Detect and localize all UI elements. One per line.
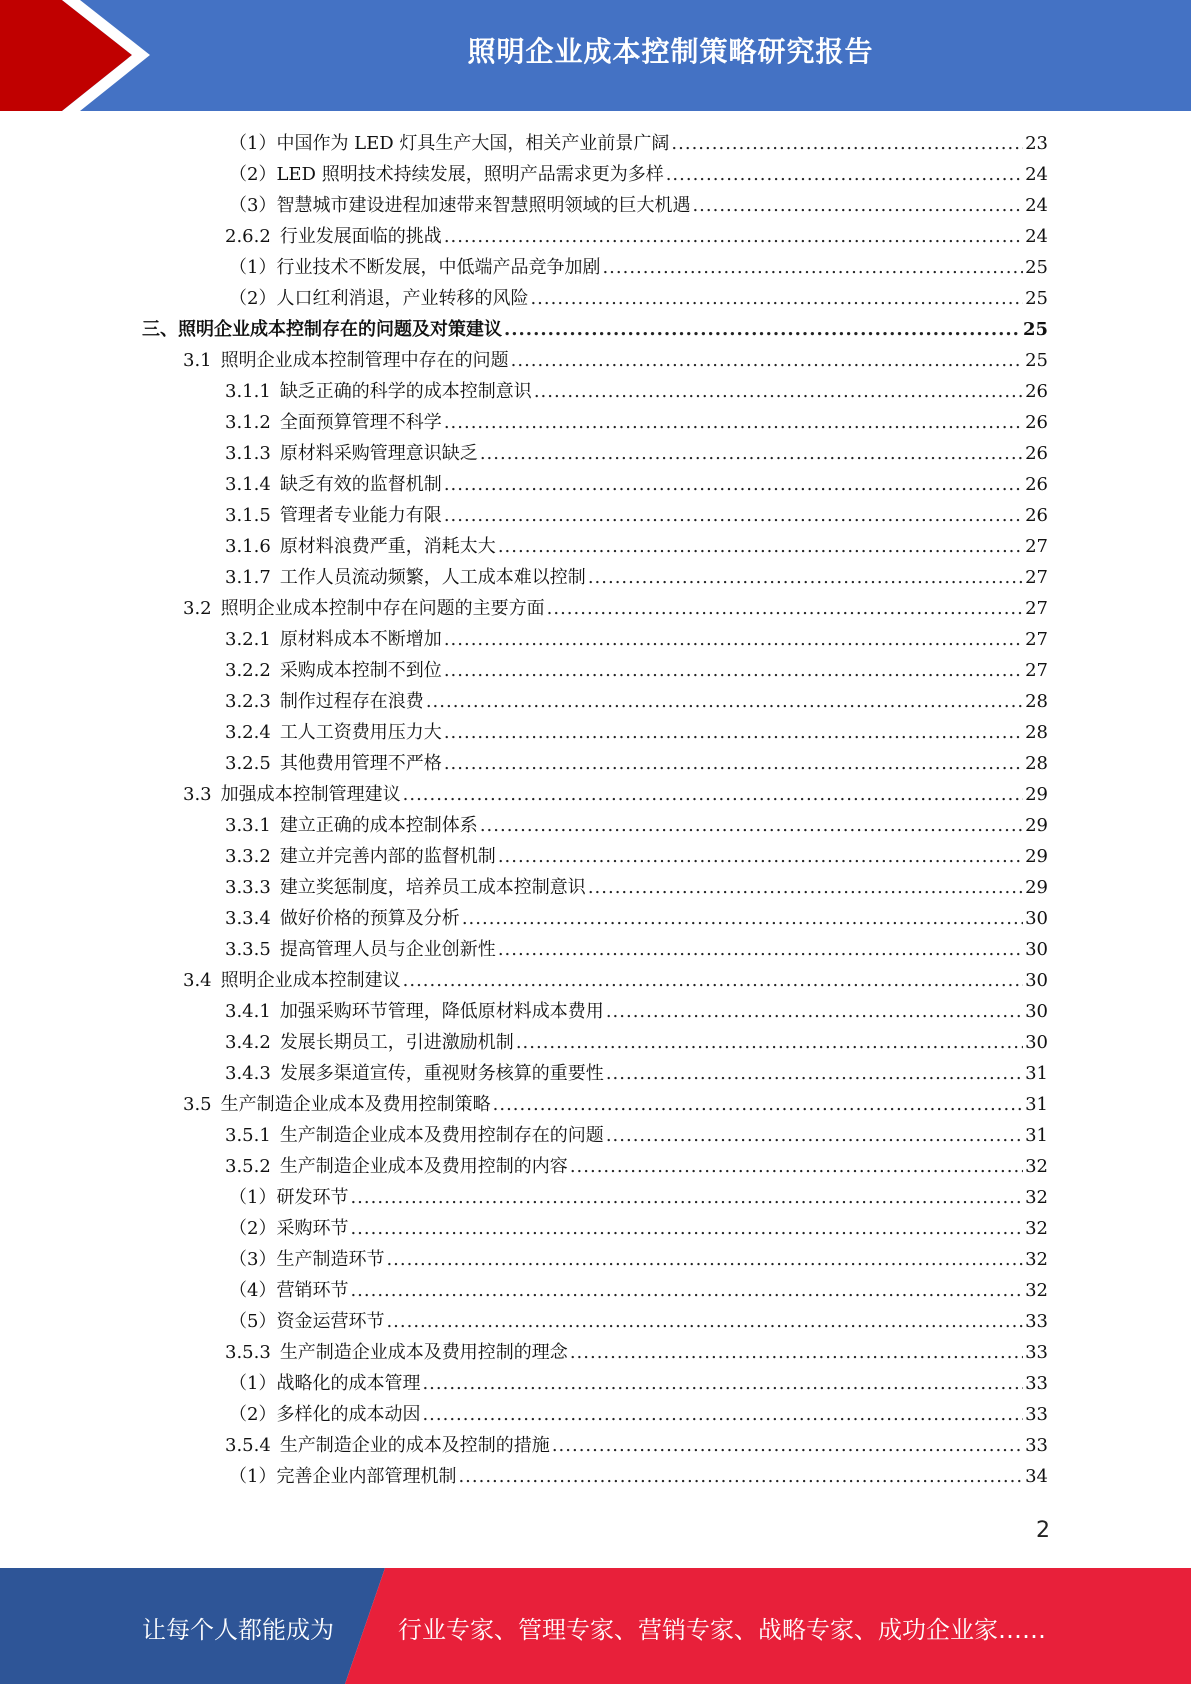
toc-entry-page: 32: [1025, 1156, 1048, 1177]
toc-entry-page: 26: [1025, 381, 1048, 402]
toc-entry[interactable]: [229, 1213, 1048, 1244]
toc-entry[interactable]: [225, 810, 1048, 841]
toc-dot-leader: [480, 810, 1023, 841]
toc-entry[interactable]: [225, 996, 1048, 1027]
toc-entry[interactable]: [225, 841, 1048, 872]
page-title: 照明企业成本控制策略研究报告: [467, 35, 874, 68]
toc-dot-leader: [588, 562, 1023, 593]
toc-dot-leader: [498, 531, 1023, 562]
toc-entry[interactable]: [225, 438, 1048, 469]
toc-entry-page: 28: [1025, 691, 1048, 712]
toc-entry-page: 23: [1025, 133, 1048, 154]
toc-entry-title: 建立并完善内部的监督机制: [279, 846, 496, 867]
toc-dot-leader: [493, 1089, 1023, 1120]
toc-entry-title: 提高管理人员与企业创新性: [279, 939, 496, 960]
page-header: [0, 0, 1191, 111]
toc-entry-title: （1）研发环节: [229, 1187, 349, 1208]
toc-entry-title: 全面预算管理不科学: [279, 412, 442, 433]
toc-entry-number: 3.2.1: [225, 629, 271, 650]
toc-entry-page: 30: [1025, 1001, 1048, 1022]
header-red-chevron: [0, 0, 160, 111]
toc-entry-page: 33: [1025, 1342, 1048, 1363]
toc-entry-number: 3.4.1: [225, 1001, 271, 1022]
toc-dot-leader: [350, 1275, 1023, 1306]
toc-entry-title: （1）完善企业内部管理机制: [229, 1466, 457, 1487]
toc-entry[interactable]: [225, 1151, 1048, 1182]
toc-entry[interactable]: [229, 1244, 1048, 1275]
toc-entry-number: 3.2.5: [225, 753, 271, 774]
toc-entry-page: 29: [1025, 877, 1048, 898]
toc-entry-title: （4）营销环节: [229, 1280, 349, 1301]
toc-entry[interactable]: [225, 903, 1048, 934]
toc-entry-number: 3.1.4: [225, 474, 271, 495]
toc-entry-page: 30: [1025, 939, 1048, 960]
toc-entry-title: （2）多样化的成本动因: [229, 1404, 421, 1425]
toc-dot-leader: [552, 1430, 1023, 1461]
toc-entry-title: 原材料采购管理意识缺乏: [279, 443, 478, 464]
toc-entry-title: 生产制造企业成本及费用控制的理念: [279, 1342, 568, 1363]
toc-entry-number: 3.1.5: [225, 505, 271, 526]
toc-entry-title: 管理者专业能力有限: [279, 505, 442, 526]
toc-entry-title: 缺乏正确的科学的成本控制意识: [279, 381, 532, 402]
toc-dot-leader: [422, 1399, 1023, 1430]
toc-entry[interactable]: [229, 1306, 1048, 1337]
toc-entry-page: 31: [1025, 1063, 1048, 1084]
toc-dot-leader: [606, 1120, 1023, 1151]
toc-entry-page: 27: [1025, 567, 1048, 588]
toc-entry-title: （2）LED 照明技术持续发展，照明产品需求更为多样: [229, 164, 664, 185]
toc-dot-leader: [426, 686, 1023, 717]
toc-entry-number: 3.2: [183, 598, 212, 619]
toc-entry-title: （2）采购环节: [229, 1218, 349, 1239]
toc-entry-page: 34: [1025, 1466, 1048, 1487]
toc-entry[interactable]: [229, 1182, 1048, 1213]
toc-entry-title: 生产制造企业的成本及控制的措施: [279, 1435, 550, 1456]
toc-entry[interactable]: [229, 252, 1048, 283]
toc-entry-page: 27: [1025, 598, 1048, 619]
toc-entry-number: 3.1.2: [225, 412, 271, 433]
toc-entry-page: 33: [1025, 1435, 1048, 1456]
toc-dot-leader: [386, 1306, 1023, 1337]
toc-entry[interactable]: [225, 376, 1048, 407]
toc-dot-leader: [511, 345, 1023, 376]
toc-entry-page: 29: [1025, 815, 1048, 836]
toc-entry-title: 其他费用管理不严格: [279, 753, 442, 774]
toc-dot-leader: [444, 221, 1023, 252]
toc-entry-title: 原材料成本不断增加: [279, 629, 442, 650]
toc-entry[interactable]: [225, 655, 1048, 686]
page-footer: [0, 1568, 1191, 1684]
toc-entry-title: 照明企业成本控制管理中存在的问题: [220, 350, 509, 371]
toc-dot-leader: [444, 748, 1023, 779]
toc-dot-leader: [498, 934, 1023, 965]
toc-entry-page: 33: [1025, 1404, 1048, 1425]
toc-dot-leader: [403, 779, 1023, 810]
toc-entry[interactable]: [229, 190, 1048, 221]
toc-entry-page: 32: [1025, 1218, 1048, 1239]
toc-entry-number: 3.5.4: [225, 1435, 271, 1456]
toc-dot-leader: [602, 252, 1023, 283]
toc-entry-number: 3.2.2: [225, 660, 271, 681]
toc-entry-number: 3.4: [183, 970, 212, 991]
toc-dot-leader: [498, 841, 1023, 872]
toc-entry-title: 加强采购环节管理，降低原材料成本费用: [279, 1001, 604, 1022]
toc-dot-leader: [606, 1058, 1023, 1089]
toc-dot-leader: [444, 655, 1023, 686]
toc-entry[interactable]: [229, 128, 1048, 159]
toc-entry-title: 发展长期员工，引进激励机制: [279, 1032, 514, 1053]
toc-entry-title: 制作过程存在浪费: [279, 691, 424, 712]
toc-entry[interactable]: [142, 314, 1048, 345]
toc-entry-page: 24: [1025, 226, 1048, 247]
toc-entry-page: 31: [1025, 1125, 1048, 1146]
toc-dot-leader: [547, 593, 1023, 624]
toc-dot-leader: [462, 903, 1023, 934]
toc-entry[interactable]: [225, 872, 1048, 903]
footer-slogan-left: 让每个人都能成为: [142, 1616, 334, 1644]
toc-entry[interactable]: [229, 1275, 1048, 1306]
toc-entry-page: 32: [1025, 1249, 1048, 1270]
toc-entry-title: 做好价格的预算及分析: [279, 908, 460, 929]
toc-entry-number: 3.1: [183, 350, 212, 371]
toc-dot-leader: [530, 283, 1023, 314]
toc-entry[interactable]: [225, 562, 1048, 593]
toc-entry[interactable]: [225, 407, 1048, 438]
toc-entry-number: 3.3.1: [225, 815, 271, 836]
toc-entry-title: 缺乏有效的监督机制: [279, 474, 442, 495]
toc-entry-title: （1）战略化的成本管理: [229, 1373, 421, 1394]
toc-entry[interactable]: [183, 345, 1048, 376]
toc-entry-number: 3.5.2: [225, 1156, 271, 1177]
toc-entry-page: 26: [1025, 412, 1048, 433]
toc-entry[interactable]: [229, 159, 1048, 190]
toc-entry[interactable]: [183, 1089, 1048, 1120]
toc-dot-leader: [570, 1151, 1023, 1182]
toc-dot-leader: [422, 1368, 1023, 1399]
toc-entry-page: 27: [1025, 629, 1048, 650]
toc-entry-number: 3.2.4: [225, 722, 271, 743]
toc-dot-leader: [444, 407, 1023, 438]
toc-entry-title: 工作人员流动频繁，人工成本难以控制: [279, 567, 586, 588]
toc-entry[interactable]: [229, 1368, 1048, 1399]
toc-entry-title: （2）人口红利消退，产业转移的风险: [229, 288, 529, 309]
toc-entry-page: 25: [1025, 257, 1048, 278]
toc-entry[interactable]: [183, 779, 1048, 810]
toc-entry-title: 加强成本控制管理建议: [220, 784, 401, 805]
toc-entry[interactable]: [225, 748, 1048, 779]
toc-entry-number: 3.4.2: [225, 1032, 271, 1053]
toc-dot-leader: [480, 438, 1023, 469]
toc-entry-page: 26: [1025, 443, 1048, 464]
toc-entry-page: 24: [1025, 195, 1048, 216]
toc-entry-number: 3.3.3: [225, 877, 271, 898]
toc-entry-page: 27: [1025, 536, 1048, 557]
toc-entry-title: 建立奖惩制度，培养员工成本控制意识: [279, 877, 586, 898]
toc-entry[interactable]: [225, 500, 1048, 531]
toc-entry-title: （1）中国作为 LED 灯具生产大国，相关产业前景广阔: [229, 133, 670, 154]
toc-entry[interactable]: [225, 1337, 1048, 1368]
toc-dot-leader: [671, 128, 1023, 159]
toc-entry-title: 发展多渠道宣传，重视财务核算的重要性: [279, 1063, 604, 1084]
toc-entry[interactable]: [225, 1430, 1048, 1461]
toc-entry[interactable]: [183, 965, 1048, 996]
toc-dot-leader: [350, 1182, 1023, 1213]
toc-entry-number: 3.1.6: [225, 536, 271, 557]
toc-entry-page: 27: [1025, 660, 1048, 681]
toc-entry[interactable]: [225, 1027, 1048, 1058]
toc-entry-title: （1）行业技术不断发展，中低端产品竞争加剧: [229, 257, 601, 278]
toc-dot-leader: [458, 1461, 1023, 1492]
toc-dot-leader: [666, 159, 1023, 190]
toc-entry-page: 26: [1025, 474, 1048, 495]
toc-entry-number: 3.3.4: [225, 908, 271, 929]
toc-entry-page: 24: [1025, 164, 1048, 185]
toc-entry-page: 28: [1025, 722, 1048, 743]
toc-entry-page: 30: [1025, 970, 1048, 991]
toc-entry[interactable]: [225, 624, 1048, 655]
toc-dot-leader: [570, 1337, 1023, 1368]
toc-entry-title: 生产制造企业成本及费用控制策略: [220, 1094, 491, 1115]
toc-entry-title: 三、照明企业成本控制存在的问题及对策建议: [142, 319, 502, 340]
page-number: 2: [1036, 1518, 1050, 1543]
toc-entry-number: 3.5.3: [225, 1342, 271, 1363]
toc-entry-page: 32: [1025, 1187, 1048, 1208]
toc-entry-page: 29: [1025, 784, 1048, 805]
toc-entry-number: 3.1.7: [225, 567, 271, 588]
toc-entry[interactable]: [183, 593, 1048, 624]
toc-dot-leader: [588, 872, 1023, 903]
toc-dot-leader: [692, 190, 1023, 221]
toc-entry-number: 3.3: [183, 784, 212, 805]
toc-dot-leader: [606, 996, 1023, 1027]
toc-entry[interactable]: [225, 531, 1048, 562]
toc-entry-number: 3.1.1: [225, 381, 271, 402]
toc-dot-leader: [444, 469, 1023, 500]
toc-entry-page: 29: [1025, 846, 1048, 867]
toc-entry-number: 3.5: [183, 1094, 212, 1115]
toc-entry-page: 31: [1025, 1094, 1048, 1115]
toc-dot-leader: [403, 965, 1023, 996]
toc-entry-page: 30: [1025, 1032, 1048, 1053]
toc-dot-leader: [350, 1213, 1023, 1244]
toc-entry[interactable]: [225, 686, 1048, 717]
toc-entry-title: （5）资金运营环节: [229, 1311, 385, 1332]
toc-dot-leader: [516, 1027, 1023, 1058]
toc-entry-page: 33: [1025, 1373, 1048, 1394]
toc-entry-number: 3.1.3: [225, 443, 271, 464]
toc-entry-title: 生产制造企业成本及费用控制的内容: [279, 1156, 568, 1177]
toc-entry[interactable]: [229, 283, 1048, 314]
toc-entry[interactable]: [229, 1399, 1048, 1430]
toc-entry-title: （3）智慧城市建设进程加速带来智慧照明领域的巨大机遇: [229, 195, 691, 216]
toc-entry-title: 建立正确的成本控制体系: [279, 815, 478, 836]
toc-entry-number: 3.5.1: [225, 1125, 271, 1146]
footer-slogan-right: 行业专家、管理专家、营销专家、战略专家、成功企业家……: [398, 1616, 1046, 1644]
toc-entry-title: 生产制造企业成本及费用控制存在的问题: [279, 1125, 604, 1146]
toc-entry-title: （3）生产制造环节: [229, 1249, 385, 1270]
toc-entry-page: 25: [1025, 350, 1048, 371]
toc-entry-number: 3.2.3: [225, 691, 271, 712]
toc-entry-number: 3.3.5: [225, 939, 271, 960]
toc-entry[interactable]: [225, 221, 1048, 252]
toc-entry-number: 3.3.2: [225, 846, 271, 867]
toc-entry[interactable]: [229, 1461, 1048, 1492]
toc-entry-page: 30: [1025, 908, 1048, 929]
toc-dot-leader: [444, 624, 1023, 655]
toc-entry-number: 3.4.3: [225, 1063, 271, 1084]
toc-entry-title: 照明企业成本控制中存在问题的主要方面: [220, 598, 545, 619]
toc-dot-leader: [444, 717, 1023, 748]
toc-entry[interactable]: [225, 469, 1048, 500]
toc-entry[interactable]: [225, 934, 1048, 965]
toc-entry-number: 2.6.2: [225, 226, 271, 247]
toc-entry-page: 28: [1025, 753, 1048, 774]
toc-entry-page: 26: [1025, 505, 1048, 526]
toc-entry-title: 行业发展面临的挑战: [279, 226, 442, 247]
toc-entry-page: 33: [1025, 1311, 1048, 1332]
toc-entry-page: 32: [1025, 1280, 1048, 1301]
toc-entry[interactable]: [225, 1058, 1048, 1089]
toc-entry[interactable]: [225, 1120, 1048, 1151]
toc-dot-leader: [534, 376, 1023, 407]
toc-dot-leader: [386, 1244, 1023, 1275]
toc-entry-page: 25: [1022, 319, 1048, 340]
toc-entry-page: 25: [1025, 288, 1048, 309]
toc-entry-title: 采购成本控制不到位: [279, 660, 442, 681]
toc-entry-title: 工人工资费用压力大: [279, 722, 442, 743]
toc-entry[interactable]: [225, 717, 1048, 748]
toc-dot-leader: [444, 500, 1023, 531]
toc-dot-leader: [504, 314, 1021, 345]
toc-entry-title: 原材料浪费严重，消耗太大: [279, 536, 496, 557]
toc-entry-title: 照明企业成本控制建议: [220, 970, 401, 991]
